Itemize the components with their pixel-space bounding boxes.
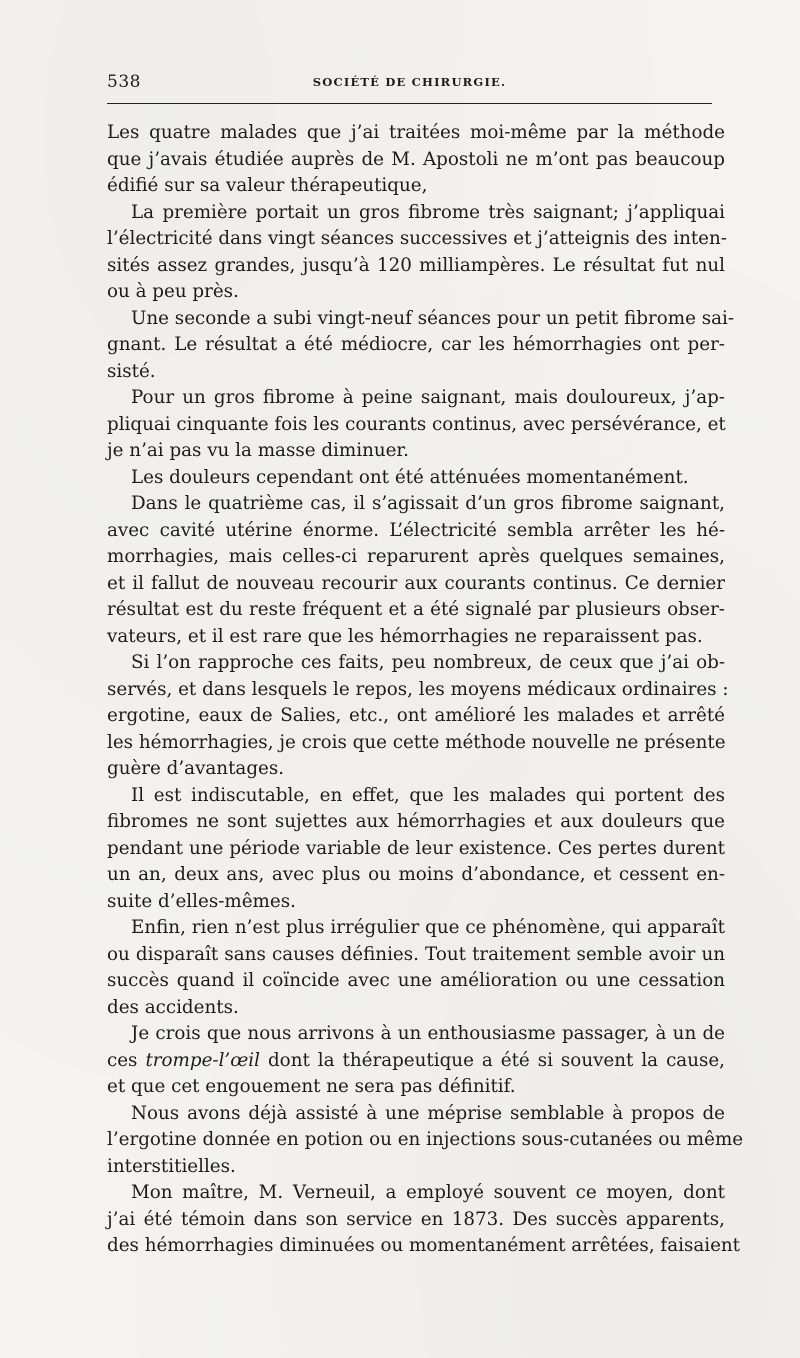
text-line: j’ai été témoin dans son service en 1873. Des succès apparents, (107, 1208, 725, 1230)
text-line: guère d’avantages. (107, 758, 285, 779)
text-line: Les quatre malades que j’ai traitées moi-même par la méthode (107, 122, 725, 143)
text-line: je n’ai pas vu la masse diminuer. (107, 440, 409, 461)
text-line: un an, deux ans, avec plus ou moins d’abondance, et cessent en- (107, 864, 725, 885)
text-line: Pour un gros fibrome à peine saignant, mais douloureux, j’ap- (131, 387, 725, 408)
text-line: l’électricité dans vingt séances successives et j’atteignis des inten- (107, 228, 727, 249)
text-line: servés, et dans lesquels le repos, les moyens médicaux ordinaires : (107, 678, 729, 700)
text-line: fibromes ne sont sujettes aux hémorrhagies et aux douleurs que (107, 811, 725, 832)
text-line: vateurs, et il est rare que les hémorrhagies ne reparaissent pas. (107, 625, 703, 647)
text-line: Une seconde a subi vingt-neuf séances pour un petit fibrome sai- (131, 307, 735, 329)
text-line: résultat est du reste fréquent et a été signalé par plusieurs obser- (107, 599, 725, 620)
text-line: sités assez grandes, jusqu’à 120 milliampères. Le résultat fut nul (107, 254, 725, 276)
page-header (107, 72, 712, 94)
text-line: et que cet engouement ne sera pas définitif. (107, 1076, 516, 1097)
text-line: édifié sur sa valeur thérapeutique, (107, 175, 428, 196)
text-line: Dans le quatrième cas, il s’agissait d’un gros fibrome saignant, (131, 493, 725, 514)
running-head: SOCIÉTÉ DE CHIRURGIE. (312, 75, 507, 89)
text-line: que j’avais étudiée auprès de M. Apostoli ne m’ont pas beaucoup (107, 148, 725, 170)
text-line: succès quand il coïncide avec une amélioration ou une cessation (107, 970, 725, 991)
text-segment: ces (107, 1049, 146, 1071)
text-line: Si l’on rapproche ces faits, peu nombreux, de ceux que j’ai ob- (131, 652, 725, 673)
text-line: des accidents. (107, 996, 239, 1018)
text-line: Nous avons déjà assisté à une méprise semblable à propos de (131, 1102, 725, 1124)
text-segment: dont la thérapeutique a été si souvent la cause, (260, 1049, 725, 1071)
text-line: ou à peu près. (107, 281, 239, 302)
text-line: Il est indiscutable, en effet, que les malades qui portent des (131, 784, 725, 806)
text-line: les hémorrhagies, je crois que cette méthode nouvelle ne présente (107, 731, 726, 753)
text-line: et il fallut de nouveau recourir aux courants continus. Ce dernier (107, 572, 725, 594)
text-line: sisté. (107, 360, 156, 382)
header-rule (107, 103, 712, 104)
text-line: ergotine, eaux de Salies, etc., ont amélioré les malades et arrêté (107, 705, 725, 726)
text-line: suite d’elles-mêmes. (107, 890, 296, 912)
text-line: Je crois que nous arrivons à un enthousiasme passager, à un de (131, 1023, 725, 1044)
text-line: pendant une période variable de leur existence. Ces pertes durent (107, 837, 725, 859)
text-line: l’ergotine donnée en potion ou en injections sous-cutanées ou même (107, 1129, 744, 1150)
text-line: ou disparaît sans causes définies. Tout traitement semble avoir un (107, 943, 725, 965)
text-line: interstitielles. (107, 1155, 236, 1177)
text-line: Les douleurs cependant ont été atténuées momentanément. (131, 466, 689, 488)
italic-phrase: trompe-l’œil (145, 1049, 260, 1071)
text-line: morrhagies, mais celles-ci reparurent après quelques semaines, (107, 546, 725, 567)
text-line: pliquai cinquante fois les courants continus, avec persévérance, et (107, 413, 726, 435)
text-line: Enfin, rien n’est plus irrégulier que ce phénomène, qui apparaît (131, 917, 725, 938)
body-text (107, 120, 744, 1260)
text-line: Mon maître, M. Verneuil, a employé souvent ce moyen, dont (131, 1182, 725, 1203)
page-number: 538 (107, 72, 141, 92)
text-line-italic-phrase (107, 1048, 725, 1075)
text-line: des hémorrhagies diminuées ou momentanément arrêtées, faisaient (107, 1235, 741, 1256)
text-line: gnant. Le résultat a été médiocre, car les hémorrhagies ont per- (107, 334, 725, 355)
text-line: La première portait un gros fibrome très saignant; j’appliquai (131, 201, 725, 223)
text-line: avec cavité utérine énorme. L’électricité sembla arrêter les hé- (107, 519, 725, 541)
